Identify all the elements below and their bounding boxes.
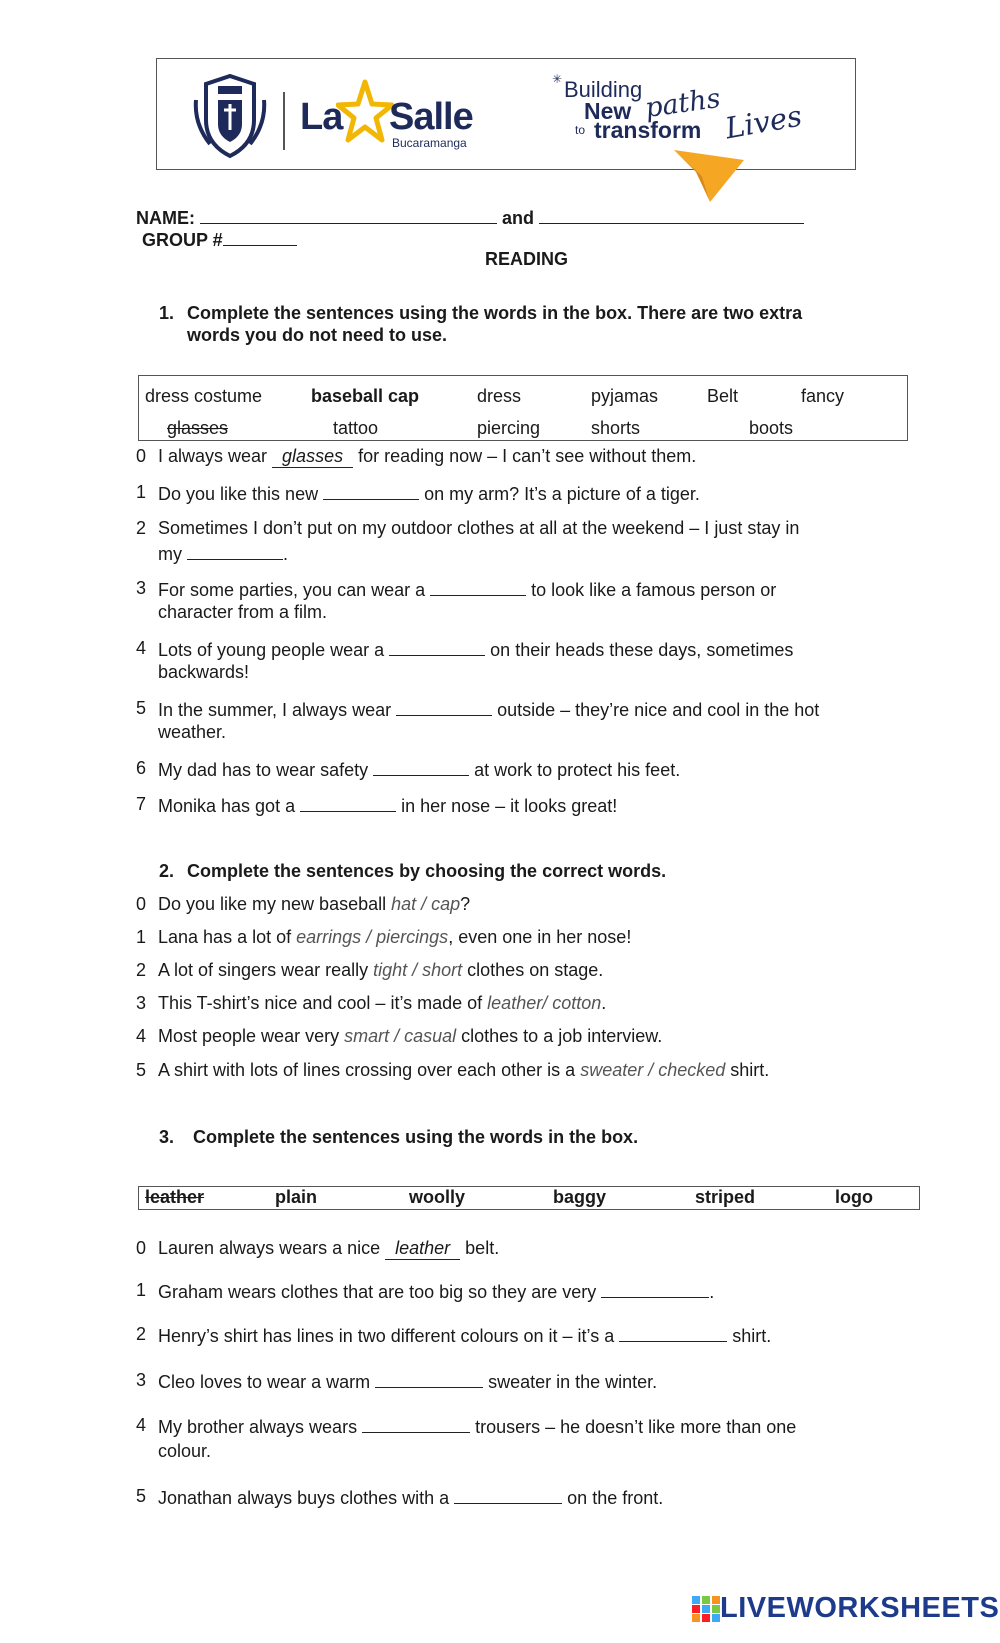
sentence-text: at work to protect his feet. — [469, 760, 681, 780]
sentence-text: A lot of singers wear really — [158, 960, 374, 980]
ex2-item-2 — [158, 960, 603, 981]
sentence-text: Monika has got a — [158, 796, 301, 816]
page-title: READING — [485, 249, 569, 269]
sentence-text: Jonathan always buys clothes with a — [158, 1488, 455, 1508]
ex1-item-2 — [158, 518, 799, 539]
sentence-text: For some parties, you can wear a — [158, 580, 431, 600]
ex2-item-0 — [158, 894, 470, 915]
ex1-item-4-cont: backwards! — [158, 662, 250, 682]
ex1-number: 1. — [159, 303, 175, 323]
answer-blank[interactable] — [323, 482, 419, 500]
name-field-1[interactable] — [200, 206, 497, 224]
ex1-word: shorts — [591, 418, 641, 438]
ex1-word: boots — [749, 418, 794, 438]
item-number: 6 — [136, 758, 147, 778]
slogan-to: to — [575, 123, 586, 137]
answer-blank[interactable] — [619, 1324, 727, 1342]
item-number: 5 — [136, 1486, 147, 1506]
sentence-text: belt. — [460, 1238, 500, 1258]
sentence-text: Sometimes I don’t put on my outdoor clothes at all at the weekend – I just stay in — [158, 518, 800, 538]
answer-blank[interactable] — [389, 638, 485, 656]
answer-blank[interactable] — [187, 542, 283, 560]
ex1-item-5 — [158, 698, 819, 721]
item-number: 1 — [136, 482, 147, 502]
ex1-word: Belt — [707, 386, 739, 406]
ex1-word: piercing — [477, 418, 541, 438]
ex1-item-7 — [158, 794, 617, 817]
item-number: 5 — [136, 698, 147, 718]
item-number: 3 — [136, 993, 147, 1013]
sentence-text: trousers – he doesn’t like more than one — [470, 1417, 797, 1437]
slogan-lives: Lives — [722, 98, 805, 146]
ex1-word-used: glasses — [167, 418, 229, 438]
ex1-item-4 — [158, 638, 793, 661]
ex3-word: woolly — [409, 1187, 466, 1207]
answer-blank[interactable] — [454, 1486, 562, 1504]
sentence-text: In the summer, I always wear — [158, 700, 397, 720]
sentence-text: on their heads these days, sometimes — [485, 640, 794, 660]
ex1-word-box — [138, 375, 908, 441]
item-number: 1 — [136, 1280, 147, 1300]
name-line — [136, 206, 804, 229]
ex2-number: 2. — [159, 861, 175, 881]
slogan-building: Building — [564, 77, 643, 102]
sentence-text: Graham wears clothes that are too big so they are very — [158, 1282, 602, 1302]
sentence-text: my — [158, 544, 187, 564]
example-answer: glasses — [272, 446, 353, 468]
sentence-text: for reading now – I can’t see without them. — [353, 446, 697, 466]
sentence-text: shirt. — [727, 1326, 772, 1346]
sentence-text: A shirt with lots of lines crossing over each other is a — [158, 1060, 581, 1080]
sentence-text: This T-shirt’s nice and cool – it’s made of — [158, 993, 488, 1013]
ex1-item-3 — [158, 578, 776, 601]
sentence-text: Lauren always wears a nice — [158, 1238, 386, 1258]
answer-blank[interactable] — [601, 1280, 709, 1298]
answer-blank[interactable] — [373, 758, 469, 776]
school-name-salle: Salle — [389, 96, 473, 138]
ex2-item-3 — [158, 993, 606, 1014]
item-number: 1 — [136, 927, 147, 947]
ex3-item-4 — [158, 1415, 796, 1438]
answer-options[interactable]: tight / short — [373, 960, 463, 980]
ex1-item-6 — [158, 758, 680, 781]
ex1-item-1 — [158, 482, 700, 505]
answer-blank[interactable] — [375, 1370, 483, 1388]
footer-brand[interactable]: LIVEWORKSHEETS — [720, 1592, 1000, 1624]
sentence-text: , even one in her nose! — [448, 927, 632, 947]
ex3-instruction: Complete the sentences using the words in the box. — [193, 1127, 639, 1147]
sentence-text: . — [601, 993, 607, 1013]
sentence-text: . — [283, 544, 289, 564]
item-number: 4 — [136, 638, 147, 658]
sentence-text: clothes on stage. — [462, 960, 604, 980]
answer-blank[interactable] — [430, 578, 526, 596]
ex3-word: logo — [835, 1187, 873, 1207]
ex1-word: pyjamas — [591, 386, 659, 406]
school-name-la: La — [300, 96, 343, 138]
ex3-word: plain — [275, 1187, 318, 1207]
ex3-word-used: leather — [145, 1187, 205, 1207]
group-field[interactable] — [223, 228, 297, 246]
answer-blank[interactable] — [362, 1415, 470, 1433]
spark-icon: ✳ — [552, 72, 563, 86]
ex3-word: striped — [695, 1187, 756, 1207]
sentence-text: on my arm? It’s a picture of a tiger. — [419, 484, 700, 504]
answer-options[interactable]: hat / cap — [391, 894, 461, 914]
item-number: 3 — [136, 1370, 147, 1390]
ex2-item-4 — [158, 1026, 662, 1047]
answer-options[interactable]: smart / casual — [344, 1026, 457, 1046]
sentence-text: I always wear — [158, 446, 273, 466]
slogan-transform: transform — [594, 117, 702, 143]
sentence-text: ? — [460, 894, 471, 914]
ex1-word: baseball cap — [311, 386, 420, 406]
item-number: 5 — [136, 1060, 147, 1080]
ex3-item-2 — [158, 1324, 771, 1347]
answer-blank[interactable] — [300, 794, 396, 812]
school-city: Bucaramanga — [392, 136, 467, 150]
ex3-item-0 — [158, 1238, 499, 1260]
sentence-text: in her nose – it looks great! — [396, 796, 618, 816]
answer-blank[interactable] — [396, 698, 492, 716]
item-number: 2 — [136, 960, 147, 980]
ex3-item-3 — [158, 1370, 657, 1393]
sentence-text: Lana has a lot of — [158, 927, 297, 947]
ex3-word-box — [138, 1186, 920, 1210]
item-number: 0 — [136, 894, 147, 914]
ex1-item-2-cont — [158, 542, 288, 565]
ex3-item-1 — [158, 1280, 714, 1303]
ex1-word: dress — [477, 386, 522, 406]
school-crest-icon — [190, 70, 270, 160]
ex1-instruction-2: words you do not need to use. — [187, 325, 448, 345]
ex1-word: dress costume — [145, 386, 263, 406]
star-icon — [336, 78, 394, 144]
sentence-text: sweater in the winter. — [483, 1372, 658, 1392]
ex1-item-0 — [158, 446, 696, 468]
sentence-text: Cleo loves to wear a warm — [158, 1372, 376, 1392]
item-number: 2 — [136, 518, 147, 538]
example-answer: leather — [385, 1238, 460, 1260]
answer-options[interactable]: earrings / piercings — [296, 927, 449, 947]
sentence-text: Henry’s shirt has lines in two different colours on it – it’s a — [158, 1326, 620, 1346]
ex2-instruction: Complete the sentences by choosing the correct words. — [187, 861, 667, 881]
ex2-item-5 — [158, 1060, 769, 1081]
logo-divider — [283, 92, 285, 150]
sentence-text: My brother always wears — [158, 1417, 363, 1437]
ex3-item-5 — [158, 1486, 663, 1509]
sentence-text: outside – they’re nice and cool in the hot — [492, 700, 820, 720]
sentence-text: Lots of young people wear a — [158, 640, 390, 660]
sentence-text: Do you like this new — [158, 484, 324, 504]
sentence-text: on the front. — [562, 1488, 664, 1508]
ex1-item-3-cont: character from a film. — [158, 602, 328, 622]
item-number: 7 — [136, 794, 147, 814]
ex1-word: fancy — [801, 386, 845, 406]
liveworksheets-logo-icon — [692, 1596, 720, 1622]
ex3-item-4-cont: colour. — [158, 1441, 212, 1461]
group-line — [142, 228, 297, 251]
sentence-text: shirt. — [725, 1060, 770, 1080]
slogan-paths: paths — [643, 82, 723, 125]
sentence-text: clothes to a job interview. — [456, 1026, 663, 1046]
sentence-text: . — [709, 1282, 715, 1302]
item-number: 4 — [136, 1026, 147, 1046]
name-field-2[interactable] — [539, 206, 804, 224]
item-number: 0 — [136, 1238, 147, 1258]
name-label: NAME: — [136, 208, 195, 228]
item-number: 2 — [136, 1324, 147, 1344]
sentence-text: to look like a famous person or — [526, 580, 777, 600]
ex2-item-1 — [158, 927, 631, 948]
slogan-new: New — [584, 98, 632, 124]
item-number: 4 — [136, 1415, 147, 1435]
item-number: 3 — [136, 578, 147, 598]
answer-options[interactable]: leather/ cotton — [487, 993, 602, 1013]
item-number: 0 — [136, 446, 147, 466]
ex1-item-5-cont: weather. — [158, 722, 227, 742]
ex3-number: 3. — [159, 1127, 175, 1147]
ex1-instruction-1: Complete the sentences using the words in the box. There are two extra — [187, 303, 803, 323]
paper-plane-icon — [672, 146, 746, 204]
answer-options[interactable]: sweater / checked — [580, 1060, 726, 1080]
group-label: GROUP # — [142, 230, 223, 250]
and-label: and — [502, 208, 535, 228]
sentence-text: Most people wear very — [158, 1026, 345, 1046]
ex1-word: tattoo — [333, 418, 379, 438]
ex3-word: baggy — [553, 1187, 607, 1207]
sentence-text: My dad has to wear safety — [158, 760, 374, 780]
sentence-text: Do you like my new baseball — [158, 894, 392, 914]
